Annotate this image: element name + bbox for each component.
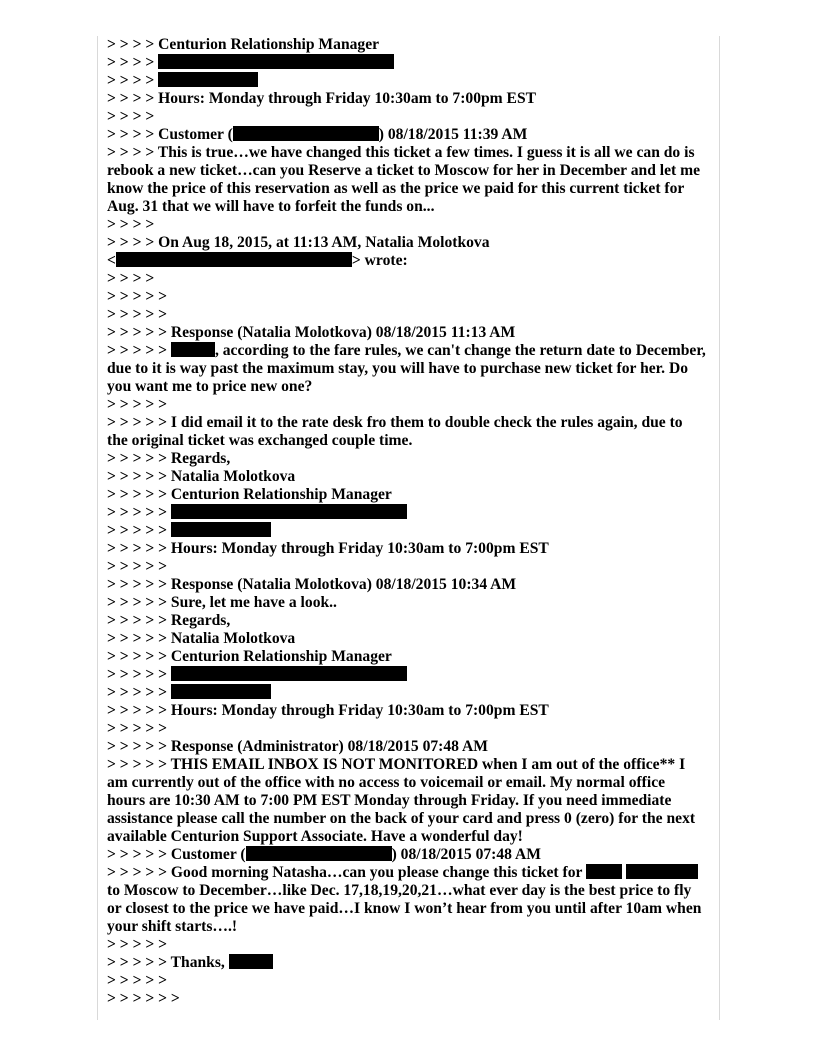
text-line: > > > > xyxy=(107,72,707,90)
redaction-box xyxy=(586,864,622,879)
text-line: > > > > > xyxy=(107,666,707,684)
text-line: > > > > > Centurion Relationship Manager xyxy=(107,648,392,665)
text-line: > > > > > xyxy=(107,720,168,737)
text-line: > > > > > xyxy=(107,504,707,522)
text-line: > > > > > xyxy=(107,522,707,540)
text-line: > > > > Customer ( ) 08/18/2015 11:39 AM xyxy=(107,126,528,143)
redaction-box xyxy=(116,252,352,267)
text-line: > > > > > Customer ( ) 08/18/2015 07:48 AM xyxy=(107,846,541,863)
redaction-box xyxy=(171,684,271,699)
text-line: > > > > > Response (Natalia Molotkova) 08/18/2015 11:13 AM xyxy=(107,324,516,341)
redaction-box xyxy=(171,522,271,537)
text-line: > > > > > xyxy=(107,288,168,305)
text-line: > > > > On Aug 18, 2015, at 11:13 AM, Natalia Molotkova xyxy=(107,234,490,251)
text-line: > > > > > xyxy=(107,684,707,702)
page-border-right xyxy=(719,36,720,1020)
redaction-box xyxy=(229,954,273,969)
text-line: > > > > > Natalia Molotkova xyxy=(107,468,296,485)
message-paragraph: > > > > > Good morning Natasha…can you please change this ticket for to Moscow to December…like Dec. 17,18,19,20,21…what ever day is the best price to fly or closest to the price we have paid…I know I won’t hear from you until after 10am when your shift starts….! xyxy=(107,864,702,935)
text-line: > > > > > xyxy=(107,396,168,413)
text-line: > > > > Centurion Relationship Manager xyxy=(107,36,380,53)
text-line: > > > > > Regards, xyxy=(107,450,231,467)
text-line: > > > > > Regards, xyxy=(107,612,231,629)
redaction-box xyxy=(171,666,407,681)
text-line: > > > > > Centurion Relationship Manager xyxy=(107,486,392,503)
text-line: > > > > xyxy=(107,216,155,233)
text-line: > > > > > xyxy=(107,306,168,323)
redaction-box xyxy=(626,864,698,879)
redaction-box xyxy=(246,846,392,861)
text-line: > > > > > xyxy=(107,936,168,953)
text-line: > > > > Hours: Monday through Friday 10:30am to 7:00pm EST xyxy=(107,90,537,107)
message-paragraph: > > > > > , according to the fare rules, we can't change the return date to December, due to it is way past the maximum stay, you will have to purchase new ticket for her. Do you want me to price new one? xyxy=(107,342,706,395)
text-line: > > > > > Thanks, xyxy=(107,954,707,972)
text-line: > > > > > > xyxy=(107,990,180,1007)
email-thread xyxy=(107,36,707,1008)
redaction-box xyxy=(233,126,379,141)
message-paragraph: > > > > > THIS EMAIL INBOX IS NOT MONITORED when I am out of the office** I am currently out of the office with no access to voicemail or email. My normal office hours are 10:30 AM to 7:00 PM EST Monday through Friday. If you need immediate assistance please call the number on the back of your card and press 0 (zero) for the next available Centurion Support Associate. Have a wonderful day! xyxy=(107,756,696,845)
redaction-box xyxy=(171,504,407,519)
text-line: > > > > > Natalia Molotkova xyxy=(107,630,296,647)
message-paragraph: > > > > > I did email it to the rate desk fro them to double check the rules again, due to the original ticket was exchanged couple time. xyxy=(107,414,683,449)
redaction-box xyxy=(158,72,258,87)
text-line: > > > > > Sure, let me have a look.. xyxy=(107,594,337,611)
text-line: > > > > > xyxy=(107,558,168,575)
text-line: > > > > > xyxy=(107,972,168,989)
text-line: > > > > > Response (Natalia Molotkova) 08/18/2015 10:34 AM xyxy=(107,576,517,593)
text-line: > > > > > Hours: Monday through Friday 10:30am to 7:00pm EST xyxy=(107,540,549,557)
text-line: > > > > > Response (Administrator) 08/18/2015 07:48 AM xyxy=(107,738,488,755)
text-line: > > > > > Hours: Monday through Friday 10:30am to 7:00pm EST xyxy=(107,702,549,719)
redaction-box xyxy=(171,342,215,357)
text-line: > > > > xyxy=(107,54,707,72)
message-paragraph: > > > > This is true…we have changed this ticket a few times. I guess it is all we can do is rebook a new ticket…can you Reserve a ticket to Moscow for her in December and let me know the price of this reservation as well as the price we paid for this current ticket for Aug. 31 that we will have to forfeit the funds on... xyxy=(107,144,701,215)
text-line: > > > > xyxy=(107,270,155,287)
text-line: < > wrote: xyxy=(107,252,408,269)
redaction-box xyxy=(158,54,394,69)
text-line: > > > > xyxy=(107,108,155,125)
page-border-left xyxy=(97,36,98,1020)
